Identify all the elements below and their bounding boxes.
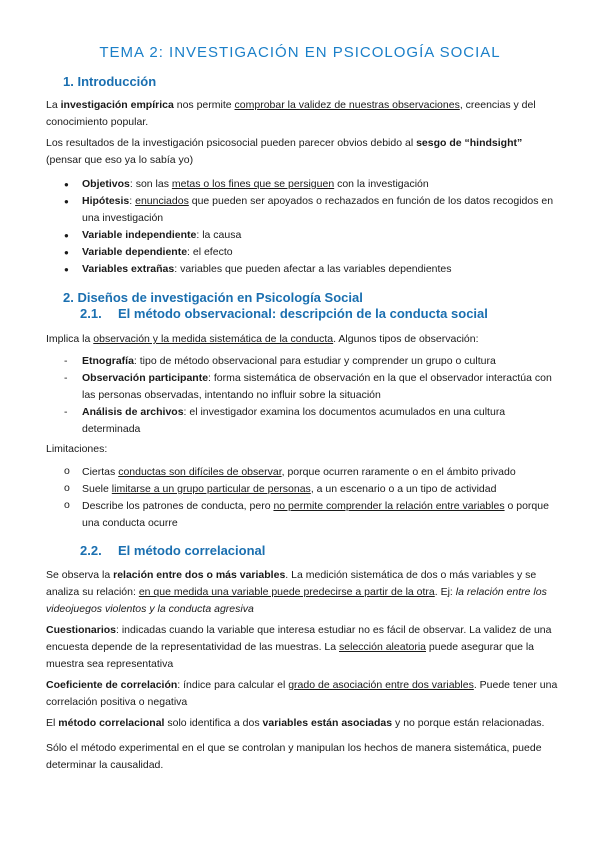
paragraph-hindsight: Los resultados de la investigación psicosocial pueden parecer obvios debido al sesgo de “hindsight” (pensar que eso ya lo sabía yo): [46, 137, 523, 166]
limitations-label: Limitaciones:: [46, 443, 108, 455]
list-item: ● Variables extrañas: variables que pueden afectar a las variables dependientes: [64, 261, 554, 278]
list-item: - Observación participante: forma sistemática de observación en la que el observador interactúa con las personas observadas, intentando no influir sobre la situación: [62, 370, 552, 404]
limitations-list: [62, 464, 552, 532]
concept-bullet-list: [64, 176, 554, 278]
list-item: - Etnografía: tipo de método observacional para estudiar y comprender un grupo o cultura: [62, 353, 552, 370]
list-item: ● Variable dependiente: el efecto: [64, 244, 554, 261]
document-title: TEMA 2: INVESTIGACIÓN EN PSICOLOGÍA SOCIAL: [99, 44, 501, 61]
list-item: o Describe los patrones de conducta, pero no permite comprender la relación entre variables o porque una conducta ocurre: [62, 498, 552, 532]
subsection-heading-observacional: 2.1. El método observacional: descripción de la conducta social: [80, 306, 488, 321]
paragraph-relacion-variables: Se observa la relación entre dos o más variables. La medición sistemática de dos o más variables y se analiza su relación: en que medida una variable puede predecirse a partir de la otra. Ej: la relación entre los videojuegos violentos y la conducta agresiva: [46, 569, 547, 615]
list-item: o Suele limitarse a un grupo particular de personas, a un escenario o a un tipo de actividad: [62, 481, 552, 498]
list-item: ● Hipótesis: enunciados que pueden ser apoyados o rechazados en función de los datos recogidos en una investigación: [64, 193, 554, 227]
list-item: - Análisis de archivos: el investigador examina los documentos acumulados en una cultura determinada: [62, 404, 552, 438]
paragraph-cuestionarios: Cuestionarios: indicadas cuando la variable que interesa estudiar no es fácil de observar. La validez de una encuesta depende de la representatividad de las muestras. La selección aleatoria puede asegurar que la muestra sea representativa: [46, 624, 552, 670]
section-heading-disenos: 2. Diseños de investigación en Psicología Social: [63, 290, 363, 305]
section-heading-introduccion: 1. Introducción: [63, 74, 157, 89]
paragraph-observacion: Implica la observación y la medida sistemática de la conducta. Algunos tipos de observación:: [46, 333, 479, 345]
list-item: ● Objetivos: son las metas o los fines que se persiguen con la investigación: [64, 176, 554, 193]
list-item: ● Variable independiente: la causa: [64, 227, 554, 244]
subsection-heading-correlacional: 2.2. El método correlacional: [80, 543, 266, 558]
paragraph-metodo-experimental: Sólo el método experimental en el que se controlan y manipulan los hechos de manera sistemática, puede determinar la causalidad.: [46, 742, 542, 771]
observation-types-list: [62, 353, 552, 438]
list-item: o Ciertas conductas son difíciles de observar, porque ocurren raramente o en el ámbito privado: [62, 464, 552, 481]
paragraph-coeficiente: Coeficiente de correlación: índice para calcular el grado de asociación entre dos variables. Puede tener una correlación positiva o negativa: [46, 679, 558, 708]
paragraph-metodo-correlacional: El método correlacional solo identifica a dos variables están asociadas y no porque están relacionadas.: [46, 717, 545, 729]
paragraph-investigacion-empirica: La investigación empírica nos permite comprobar la validez de nuestras observaciones, creencias y del conocimiento popular.: [46, 99, 536, 128]
